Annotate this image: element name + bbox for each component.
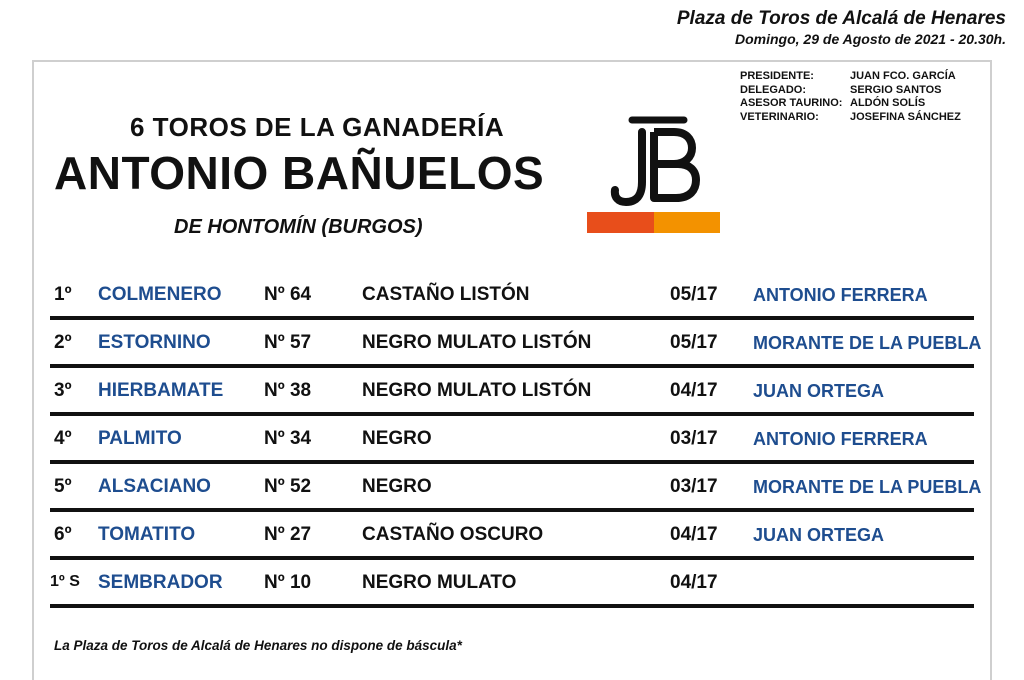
bull-number: Nº 52 — [264, 476, 312, 497]
bull-order: 5º — [54, 476, 72, 497]
table-row — [50, 560, 974, 608]
official-role: VETERINARIO: — [740, 110, 819, 123]
bull-birth-date: 05/17 — [670, 332, 718, 353]
bull-birth-date: 03/17 — [670, 428, 718, 449]
bull-number: Nº 38 — [264, 380, 312, 401]
bull-order: 4º — [54, 428, 72, 449]
assigned-torero: ANTONIO FERRERA — [753, 429, 928, 449]
bull-birth-date: 04/17 — [670, 380, 718, 401]
official-name: JOSEFINA SÁNCHEZ — [850, 110, 961, 123]
assigned-torero: ANTONIO FERRERA — [753, 285, 928, 305]
bull-coat: CASTAÑO LISTÓN — [362, 284, 530, 305]
bull-birth-date: 05/17 — [670, 284, 718, 305]
bull-number: Nº 57 — [264, 332, 312, 353]
bull-table — [50, 272, 982, 608]
bull-number: Nº 34 — [264, 428, 312, 449]
official-role: PRESIDENTE: — [740, 70, 814, 82]
bull-coat: NEGRO MULATO LISTÓN — [362, 332, 592, 353]
officials-list — [740, 70, 961, 124]
bull-birth-date: 04/17 — [670, 572, 718, 593]
venue-header — [677, 8, 1006, 48]
cattle-brand-mark-icon — [584, 110, 724, 235]
bull-birth-date: 04/17 — [670, 524, 718, 545]
bull-coat: NEGRO MULATO LISTÓN — [362, 380, 592, 401]
bull-name: COLMENERO — [98, 284, 222, 305]
bull-number: Nº 64 — [264, 284, 312, 305]
brand-color-bar — [654, 212, 720, 233]
bull-order: 2º — [54, 332, 72, 353]
official-name: JUAN FCO. GARCÍA — [850, 70, 956, 82]
venue-name: Plaza de Toros de Alcalá de Henares — [676, 8, 1006, 29]
official-name: ALDÓN SOLÍS — [850, 97, 926, 109]
table-row — [50, 320, 982, 368]
official-row — [740, 70, 961, 84]
table-row — [50, 416, 974, 464]
bull-name: TOMATITO — [98, 524, 196, 545]
ranch-title: ANTONIO BAÑUELOS — [54, 147, 545, 199]
ranch-subtitle: 6 TOROS DE LA GANADERÍA — [130, 112, 505, 142]
bull-number: Nº 27 — [264, 524, 312, 545]
footnote: La Plaza de Toros de Alcalá de Henares no dispone de báscula* — [54, 638, 462, 653]
bull-name: PALMITO — [98, 428, 182, 449]
bull-coat: NEGRO — [362, 428, 432, 449]
event-date: Domingo, 29 de Agosto de 2021 - 20.30h. — [735, 31, 1006, 47]
assigned-torero: JUAN ORTEGA — [753, 381, 885, 401]
table-row — [50, 368, 974, 416]
bull-name: ALSACIANO — [98, 476, 211, 497]
official-row — [740, 111, 961, 125]
bull-order: 1º S — [50, 573, 80, 590]
table-row — [50, 464, 982, 512]
bull-number: Nº 10 — [264, 572, 312, 593]
bull-coat: CASTAÑO OSCURO — [362, 524, 544, 545]
bull-name: SEMBRADOR — [98, 572, 223, 593]
official-name: SERGIO SANTOS — [850, 83, 942, 96]
assigned-torero: MORANTE DE LA PUEBLA — [753, 333, 982, 353]
assigned-torero: MORANTE DE LA PUEBLA — [753, 477, 982, 497]
official-role: ASESOR TAURINO: — [740, 97, 843, 109]
bull-name: HIERBAMATE — [98, 380, 224, 401]
official-row — [740, 97, 961, 111]
bull-order: 3º — [54, 380, 72, 401]
official-role: DELEGADO: — [740, 83, 806, 96]
bull-coat: NEGRO MULATO — [362, 572, 517, 593]
assigned-torero: JUAN ORTEGA — [753, 525, 885, 545]
bull-order: 6º — [54, 524, 72, 545]
official-row — [740, 84, 961, 98]
bull-birth-date: 03/17 — [670, 476, 718, 497]
table-row — [50, 512, 974, 560]
bull-coat: NEGRO — [362, 476, 432, 497]
bull-order: 1º — [54, 284, 72, 305]
bull-name: ESTORNINO — [98, 332, 211, 353]
table-row — [50, 272, 974, 320]
ranch-origin: DE HONTOMÍN (BURGOS) — [174, 216, 423, 238]
brand-color-bar — [587, 212, 654, 233]
